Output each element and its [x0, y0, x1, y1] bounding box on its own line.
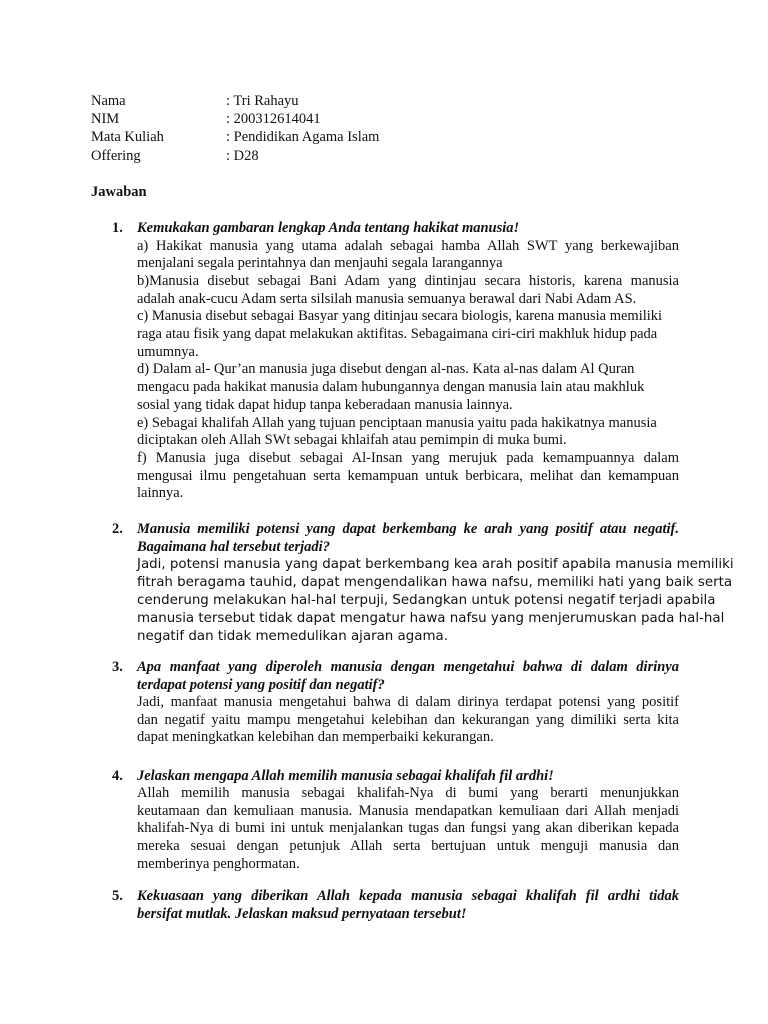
answer-line: Jadi, potensi manusia yang dapat berkembang kea arah positif apabila manusia memiliki — [137, 557, 734, 572]
question-number: 4. — [112, 768, 123, 784]
answer-line: fitrah beragama tauhid, dapat mengendalikan hawa nafsu, memiliki hati yang baik serta — [137, 574, 733, 590]
answers-heading: Jawaban — [91, 184, 147, 200]
question-row — [112, 887, 679, 923]
info-row-nim — [91, 110, 591, 128]
info-value: : Tri Rahayu — [226, 93, 299, 109]
question-title — [137, 520, 679, 556]
answer-paragraph — [137, 273, 679, 308]
question-title-line: Jelaskan mengapa Allah memilih manusia sebagai khalifah fil ardhi! — [137, 768, 554, 784]
info-value: : D28 — [226, 147, 259, 164]
answer-line: khalifah-Nya di bumi ini untuk menjalankan tugas dan fungsi yang akan diberikan kepada — [137, 820, 679, 837]
question-body — [137, 887, 679, 923]
question-row — [112, 658, 679, 747]
info-label: Offering — [91, 147, 141, 164]
question-number: 1. — [112, 220, 123, 236]
answer-paragraph — [137, 415, 679, 450]
answer-line: umumnya. — [137, 343, 199, 360]
answer-line: e) Sebagai khalifah Allah yang tujuan penciptaan manusia yaitu pada hakikatnya manusia — [137, 414, 657, 431]
question-body — [137, 658, 679, 747]
question-title-line: Kekuasaan yang diberikan Allah kepada manusia sebagai khalifah fil ardhi tidak — [137, 888, 679, 904]
answer-paragraph — [137, 694, 679, 747]
info-label: Mata Kuliah — [91, 129, 164, 146]
answer-line: dan negatif yaitu mampu mengetahui kelebihan dan kekurangan yang dimiliki serta kita — [137, 711, 679, 728]
answer-line: Jadi, manfaat manusia mengetahui bahwa di dalam dirinya terdapat potensi yang positif — [137, 694, 679, 710]
answer-line: sosial yang tidak dapat hidup tanpa keberadaan manusia lainnya. — [137, 396, 513, 413]
answer-line: mengacu pada hakikat manusia dalam hubungannya dengan manusia lain atau makhluk — [137, 379, 645, 396]
question-body — [137, 219, 679, 503]
answer-line: lainnya. — [137, 485, 184, 502]
question-title-line: Manusia memiliki potensi yang dapat berkembang ke arah yang positif atau negatif. — [137, 521, 679, 537]
question-title — [137, 767, 679, 785]
question-title: Kemukakan gambaran lengkap Anda tentang hakikat manusia! — [137, 220, 520, 236]
question-row — [112, 219, 679, 503]
answer-line: adalah anak-cucu Adam serta silsilah manusia semuanya berawal dari Nabi Adam AS. — [137, 290, 637, 307]
info-row-nama — [91, 92, 591, 110]
question-5 — [112, 887, 679, 923]
question-title-line: Bagaimana hal tersebut terjadi? — [137, 539, 330, 555]
info-label: Nama — [91, 93, 126, 109]
answer-line: raga atau fisik yang dapat melakukan aktifitas. Sebagaimana ciri-ciri makhluk hidup pada — [137, 326, 658, 343]
question-3 — [112, 658, 679, 747]
answer-paragraph — [137, 238, 679, 273]
answer-paragraph — [137, 556, 734, 646]
answer-line: b)Manusia disebut sebagai Bani Adam yang dintinjau secara historis, karena manusia — [137, 272, 679, 289]
question-number: 5. — [112, 888, 123, 904]
answer-line: mengusai ilmu pengetahuan serta kemampuan untuk berbicara, melihat dan kemampuan — [137, 467, 679, 484]
answer-line: c) Manusia disebut sebagai Basyar yang ditinjau secara biologis, karena manusia memiliki — [137, 308, 663, 325]
answer-line: Allah memilih manusia sebagai khalifah-Nya di bumi yang berarti menunjukkan — [137, 785, 679, 801]
answer-line: dapat meningkatkan kelebihan dan memperbaiki kekurangan. — [137, 729, 494, 746]
answer-line: keutamaan dan kemuliaan manusia. Manusia mendapatkan kemuliaan dari Allah menjadi — [137, 802, 679, 819]
answer-line: f) Manusia juga disebut sebagai Al-Insan yang merujuk pada kemampuannya dalam — [137, 449, 679, 466]
answer-line: d) Dalam al- Qur’an manusia juga disebut dengan al-nas. Kata al-nas dalam Al Quran — [137, 361, 635, 378]
question-body — [137, 520, 734, 646]
question-2 — [112, 520, 734, 646]
question-row — [112, 767, 679, 874]
question-title-line: Apa manfaat yang diperoleh manusia dengan mengetahui bahwa di dalam dirinya — [137, 659, 679, 675]
info-row-mata-kuliah — [91, 128, 591, 146]
question-title — [137, 887, 679, 923]
question-number: 2. — [112, 521, 123, 537]
student-info — [91, 92, 591, 165]
answer-paragraph — [137, 308, 679, 361]
answer-line: negatif dan tidak memedulikan ajaran agama. — [137, 628, 448, 644]
answer-paragraph — [137, 450, 679, 503]
info-value: : 200312614041 — [226, 111, 321, 128]
answer-line: cenderung melakukan hal-hal terpuji, Sedangkan untuk potensi negatif terjadi apabila — [137, 592, 716, 608]
question-title-line: terdapat potensi yang positif dan negatif? — [137, 677, 385, 693]
answer-line: memberinya penghormatan. — [137, 855, 300, 872]
info-label: NIM — [91, 111, 120, 128]
answer-line: manusia tersebut tidak dapat mengatur hawa nafsu yang menjerumuskan pada hal-hal — [137, 610, 725, 626]
info-row-offering — [91, 147, 591, 165]
answer-line: mereka sesuai dengan petunjuk Allah serta bertujuan untuk menguji manusia dan — [137, 838, 679, 855]
answer-line: a) Hakikat manusia yang utama adalah sebagai hamba Allah SWT yang berkewajiban — [137, 237, 679, 254]
question-1 — [112, 219, 679, 503]
question-title-line: bersifat mutlak. Jelaskan maksud pernyataan tersebut! — [137, 906, 467, 922]
question-body — [137, 767, 679, 874]
question-number: 3. — [112, 659, 123, 675]
question-row — [112, 520, 734, 646]
question-title — [137, 658, 679, 694]
answer-line: menjalani segala perintahnya dan menjauhi segala larangannya — [137, 255, 503, 272]
answer-paragraph — [137, 785, 679, 874]
info-value: : Pendidikan Agama Islam — [226, 129, 380, 146]
answer-line: diciptakan oleh Allah SWt sebagai khlaifah atau pemimpin di muka bumi. — [137, 432, 567, 449]
question-4 — [112, 767, 679, 874]
answer-paragraph — [137, 361, 679, 414]
